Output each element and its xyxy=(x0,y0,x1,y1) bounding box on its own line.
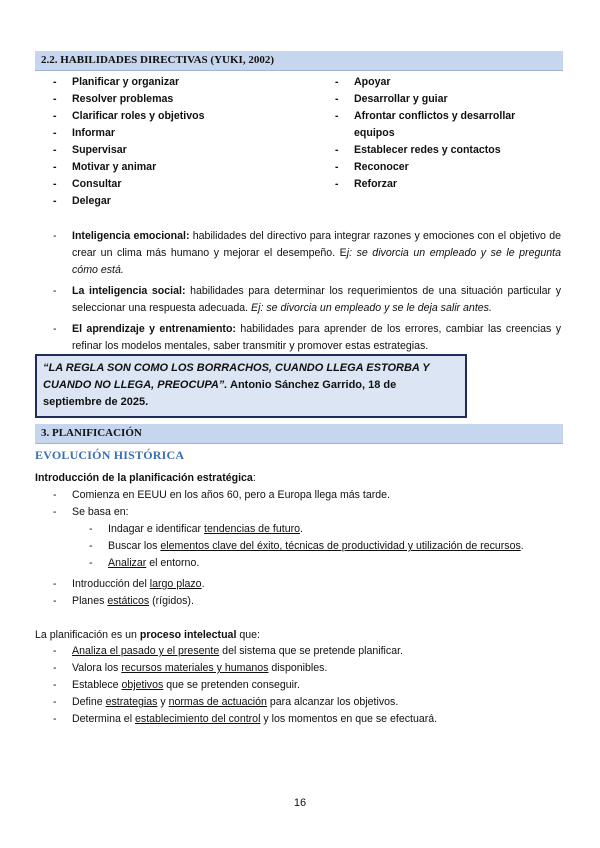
list-item: - Planificar y organizar xyxy=(53,76,180,88)
sublist-item: - Buscar los elementos clave del éxito, técnicas de productividad y utilización de recursos. xyxy=(89,540,524,552)
intro-line: Introducción de la planificación estratégica: xyxy=(35,472,256,484)
list-item: - Planes estáticos (rígidos). xyxy=(53,595,194,607)
skills-list-right xyxy=(335,74,565,193)
list-item: - Resolver problemas xyxy=(53,93,174,105)
list-item: - Delegar xyxy=(53,195,111,207)
section-heading-habilidades: 2.2. HABILIDADES DIRECTIVAS (YUKI, 2002) xyxy=(35,51,563,71)
list-item: - Determina el establecimiento del control y los momentos en que se efectuará. xyxy=(53,713,438,725)
list-item: - Introducción del largo plazo. xyxy=(53,578,205,590)
intelligence-list xyxy=(53,228,561,359)
list-item: - Consultar xyxy=(53,178,122,190)
planning-process-intro: La planificación es un proceso intelectual que: xyxy=(35,629,260,641)
list-item: - Informar xyxy=(53,127,115,139)
list-item: - Comienza en EEUU en los años 60, pero a Europa llega más tarde. xyxy=(53,489,390,501)
list-item: - Reconocer xyxy=(335,161,409,173)
planning-basis-sublist xyxy=(89,521,559,572)
subheading-evolucion: EVOLUCIÓN HISTÓRICA xyxy=(35,448,185,462)
planning-history-list xyxy=(53,487,561,521)
paragraph-emotional-intelligence: - Inteligencia emocional: habilidades del directivo para integrar razones y emociones con el objetivo de crear un clima más humano y mejorar el desempeño. Ej: se divorcia un empleado y se le pregunta cómo está. xyxy=(53,230,561,276)
list-item: - Valora los recursos materiales y humanos disponibles. xyxy=(53,662,328,674)
planning-process-list xyxy=(53,643,561,728)
quote-box: “LA REGLA SON COMO LOS BORRACHOS, CUANDO LLEGA ESTORBA Y CUANDO NO LLEGA, PREOCUPA”. Antonio Sánchez Garrido, 18 de septiembre de 2025. xyxy=(35,354,467,418)
list-item: - Se basa en: xyxy=(53,506,129,518)
paragraph-social-intelligence: - La inteligencia social: habilidades para determinar los requerimientos de una situación particular y seleccionar una respuesta adecuada. Ej: se divorcia un empleado y se le deja salir antes. xyxy=(53,285,562,314)
list-item-continued: equipos xyxy=(354,127,395,139)
paragraph-learning: - El aprendizaje y entrenamiento: habilidades para aprender de los errores, cambiar las creencias y refinar los modelos mentales, saber transmitir y promover estas estrategias. xyxy=(53,323,561,352)
skills-list-left xyxy=(53,74,313,210)
planning-history-list-2 xyxy=(53,576,561,610)
list-item: - Analiza el pasado y el presente del sistema que se pretende planificar. xyxy=(53,645,403,657)
list-item: - Motivar y animar xyxy=(53,161,157,173)
list-item: - Desarrollar y guiar xyxy=(335,93,448,105)
sublist-item: - Analizar el entorno. xyxy=(89,557,200,569)
list-item: - Afrontar conflictos y desarrollar xyxy=(335,110,516,122)
sublist-item: - Indagar e identificar tendencias de futuro. xyxy=(89,523,303,535)
list-item: - Clarificar roles y objetivos xyxy=(53,110,205,122)
page-number: 16 xyxy=(293,797,307,809)
list-item: - Establece objetivos que se pretenden conseguir. xyxy=(53,679,300,691)
list-item: - Establecer redes y contactos xyxy=(335,144,501,156)
list-item: - Supervisar xyxy=(53,144,127,156)
list-item: - Apoyar xyxy=(335,76,391,88)
list-item: - Define estrategias y normas de actuación para alcanzar los objetivos. xyxy=(53,696,399,708)
list-item: - Reforzar xyxy=(335,178,397,190)
section-heading-planificacion: 3. PLANIFICACIÓN xyxy=(35,424,563,444)
